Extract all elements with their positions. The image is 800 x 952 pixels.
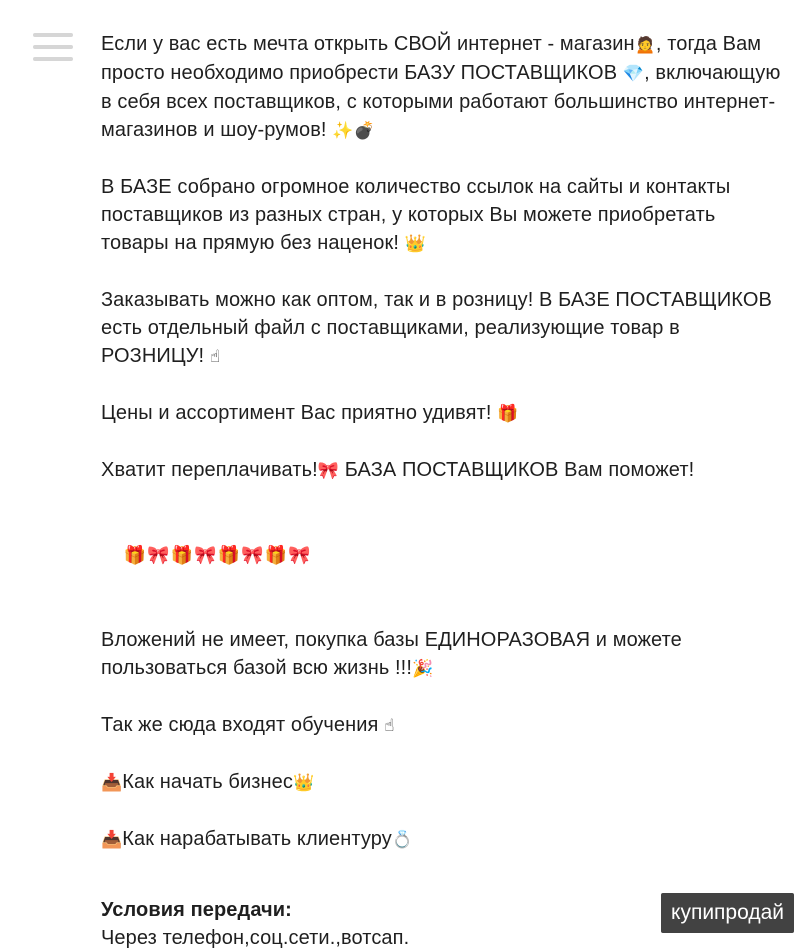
- ribbon-emoji-icon: 🎀: [317, 461, 340, 481]
- diamond-emoji-icon: 💎: [622, 64, 645, 84]
- gift-emoji-icon: 🎁: [123, 545, 147, 566]
- paragraph-intro: [101, 30, 787, 145]
- text: Как нарабатывать клиентуру: [122, 828, 392, 850]
- ribbon-emoji-icon: 🎀: [147, 545, 170, 566]
- text: Заказывать можно как оптом, так и в розницу! В БАЗЕ ПОСТАВЩИКОВ есть отдельный файл с поставщиками, реализующие товар в РОЗНИЦУ!: [101, 289, 778, 367]
- gift-emoji-icon: 🎁: [170, 545, 194, 566]
- gift-emoji-icon: 🎁: [217, 545, 241, 566]
- ribbon-emoji-icon: 🎀: [288, 545, 311, 566]
- text: Как начать бизнес: [122, 771, 293, 793]
- paragraph-stop-overpaying: [101, 456, 781, 485]
- text: В БАЗЕ собрано огромное количество ссылок на сайты и контакты поставщиков из разных стран, у которых Вы можете приобретать товары на прямую без наценок!: [101, 176, 737, 254]
- crown-emoji-icon: 👑: [404, 234, 426, 254]
- text: Хватит переплачивать!: [101, 459, 318, 481]
- ring-emoji-icon: 💍: [391, 830, 414, 850]
- gift-emoji-icon: 🎁: [264, 545, 288, 566]
- post-description: [101, 30, 787, 952]
- pointing-up-emoji-icon: ☝: [209, 347, 221, 367]
- hamburger-menu-icon[interactable]: [33, 33, 73, 63]
- text: Цены и ассортимент Вас приятно удивят!: [101, 402, 498, 424]
- menu-line: [33, 33, 73, 37]
- training-item-business: [101, 768, 781, 797]
- crown-emoji-icon: 👑: [293, 773, 315, 793]
- training-item-clients: [101, 825, 781, 854]
- ribbon-emoji-icon: 🎀: [241, 545, 264, 566]
- paragraph-prices: [101, 399, 781, 428]
- gift-emoji-icon: 🎁: [497, 404, 519, 424]
- menu-line: [33, 45, 73, 49]
- text: БАЗА ПОСТАВЩИКОВ Вам поможет!: [339, 459, 695, 481]
- paragraph-wholesale: [101, 286, 781, 371]
- paragraph-base-info: [101, 173, 781, 258]
- menu-line: [33, 57, 73, 61]
- inbox-tray-emoji-icon: 📥: [101, 773, 123, 793]
- text: , включающую в себя всех поставщиков, с которыми работают большинство интернет-магазинов и шоу-румов!: [101, 62, 787, 141]
- paragraph-training: [101, 711, 781, 740]
- text: Так же сюда входят обучения: [101, 714, 385, 736]
- paragraph-no-investment: [101, 626, 781, 683]
- site-watermark-logo: купипродай: [661, 893, 794, 933]
- text: Вложений не имеет, покупка базы ЕДИНОРАЗОВАЯ и можете пользоваться базой всю жизнь !!!: [101, 629, 688, 679]
- text: , тогда Вам просто необходимо приобрести БАЗУ ПОСТАВЩИКОВ: [101, 33, 767, 84]
- terms-text: Через телефон,соц.сети.,вотсап.: [101, 927, 410, 949]
- ribbon-emoji-icon: 🎀: [194, 545, 217, 566]
- person-emoji-icon: 🙍: [634, 35, 656, 55]
- terms-heading: Условия передачи:: [101, 899, 292, 921]
- text: Если у вас есть мечта открыть СВОЙ интернет - магазин: [101, 33, 635, 55]
- inbox-tray-emoji-icon: 📥: [101, 830, 123, 850]
- party-popper-emoji-icon: 🎉: [411, 659, 434, 679]
- sparkle-bomb-emoji-icon: ✨💣: [332, 121, 375, 141]
- pointing-up-emoji-icon: ☝: [384, 716, 395, 736]
- gifts-row: [101, 513, 781, 598]
